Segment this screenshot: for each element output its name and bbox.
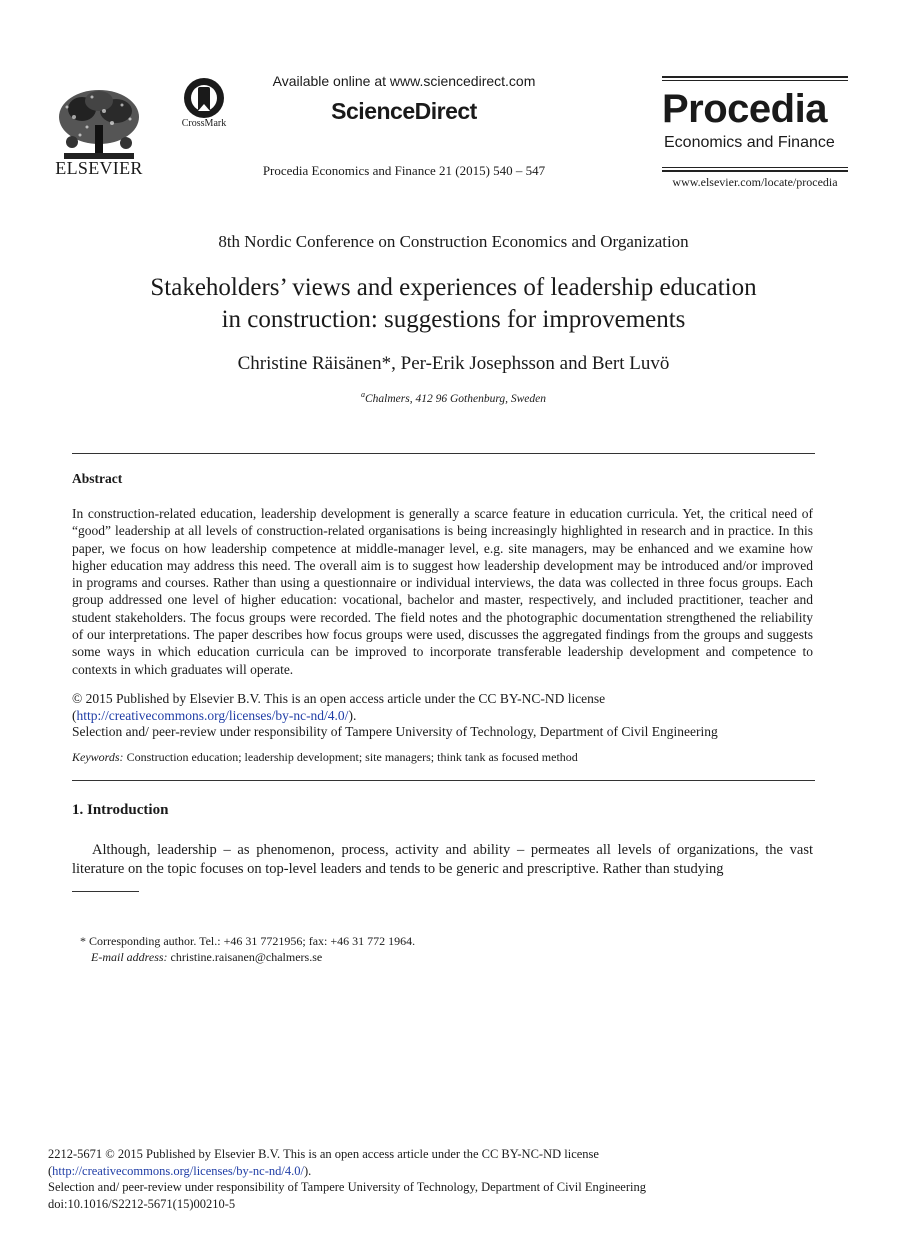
journal-reference: Procedia Economics and Finance 21 (2015) 540 – 547 [262,163,546,178]
corresponding-author-footnote: * Corresponding author. Tel.: +46 31 7721956; fax: +46 31 772 1964. [80,934,416,948]
procedia-rule [662,170,848,172]
bottom-paren-close: ). [303,1163,312,1178]
procedia-subtitle: Economics and Finance [664,134,835,151]
email-label: E-mail address: [91,950,168,964]
license-paren-close: ). [348,707,357,723]
license-link[interactable]: http://creativecommons.org/licenses/by-nc-nd/4.0/ [76,707,349,723]
license-paren-open: ( [72,707,77,723]
peer-review-line: Selection and/ peer-review under responsibility of Tampere University of Technology, Department of Civil Engineering [72,724,718,739]
keywords-text: Construction education; leadership development; site managers; think tank as focused method [123,750,578,764]
email-address[interactable]: christine.raisanen@chalmers.se [167,950,323,964]
affiliation-marker: a [360,390,365,399]
abstract-heading: Abstract [72,471,123,486]
paper-title [80,272,827,336]
introduction-heading: 1. Introduction [72,802,169,818]
keywords-label: Keywords: [72,750,124,764]
bottom-paren-open: ( [48,1163,53,1178]
procedia-rule [662,167,848,168]
elsevier-wordmark: ELSEVIER [55,158,143,178]
procedia-title: Procedia [662,87,827,131]
paper-title-line-1: Stakeholders’ views and experiences of leadership education [150,274,757,301]
author-list: Christine Räisänen*, Per-Erik Josephsson and Bert Luvö [237,353,670,374]
available-online-text: Available online at www.sciencedirect.com [272,73,536,89]
bottom-license-link-line [48,1163,646,1180]
paper-title-line-2: in construction: suggestions for improvements [221,306,686,333]
abstract-bottom-rule [72,780,815,781]
copyright-line: © 2015 Published by Elsevier B.V. This is an open access article under the CC BY-NC-ND license [72,691,606,706]
footnote-rule [72,891,139,892]
bottom-license-link[interactable]: http://creativecommons.org/licenses/by-nc-nd/4.0/ [52,1163,304,1178]
affiliation-text: Chalmers, 412 96 Gothenburg, Sweden [364,392,546,405]
bottom-license-block [48,1146,646,1212]
crossmark-label: CrossMark [181,118,227,129]
keywords [72,750,813,765]
introduction-body: Although, leadership – as phenomenon, process, activity and ability – permeates all levels of organizations, the vast literature on the topic focuses on top-level leaders and tends to be generic and prescriptive. Rather than studying [72,842,813,877]
affiliation [0,390,907,405]
abstract-body: In construction-related education, leadership development is generally a scarce feature in education curricula. Yet, the critical need of “good” leadership at all levels of construction-related organisations is being increasingly highlighted in research and in practice. In this paper, we focus on how leadership competence at middle-manager level, e.g. site managers, may be enhanced and we examine how higher education may address this need. The overall aim is to suggest how leadership development may be introduced and/or improved in programs and courses. Rather than using a questionnaire or individual interviews, the data was collected in three focus groups. Each group addressed one level of higher education: vocational, bachelor and master, respectively, and included practitioner, teacher and student stakeholders. The focus groups were recorded. The field notes and the photographic documentation strengthened the reliability of our interpretations. The paper describes how focus groups were used, discusses the aggregated findings from the groups and suggests some ways in which education curricula can be improved to incorporate transferable leadership development and competence to contexts in which graduates will operate. [72,506,813,677]
copyright-notice [72,691,813,741]
crossmark-icon[interactable] [181,76,227,120]
procedia-url[interactable]: www.elsevier.com/locate/procedia [672,175,838,189]
doi[interactable]: doi:10.1016/S2212-5671(15)00210-5 [48,1196,236,1211]
conference-name: 8th Nordic Conference on Construction Economics and Organization [218,232,689,251]
issn-line: 2212-5671 © 2015 Published by Elsevier B.V. This is an open access article under the CC BY-NC-ND license [48,1147,599,1161]
bottom-peer-review: Selection and/ peer-review under responsibility of Tampere University of Technology, Department of Civil Engineering [48,1180,646,1194]
sciencedirect-logo[interactable]: ScienceDirect [331,98,477,124]
license-link-line [72,708,813,725]
abstract-top-rule [72,453,815,454]
email-footnote [91,950,322,965]
procedia-rule [662,80,848,81]
procedia-rule [662,76,848,78]
